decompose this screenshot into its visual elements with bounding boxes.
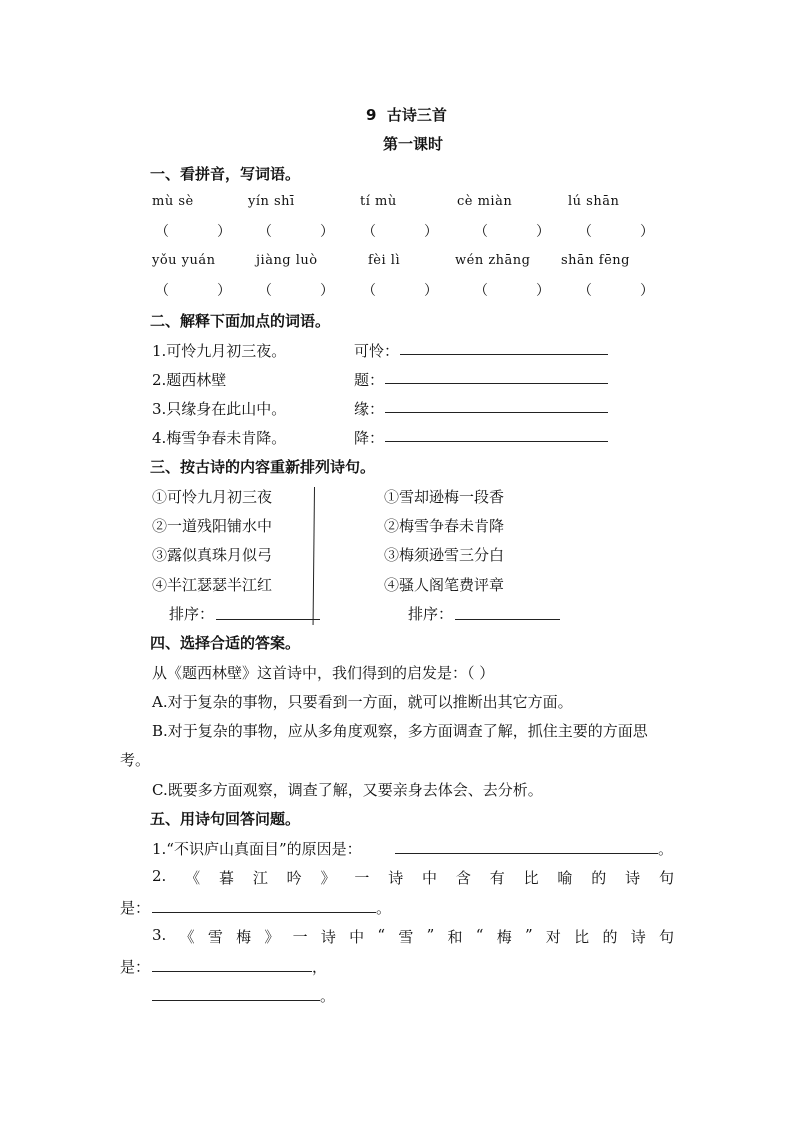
q3-tail: 是： <box>120 958 151 976</box>
answer-box[interactable]: （ ） <box>474 224 550 240</box>
pinyin-2-1: yǒu yuán <box>152 253 216 268</box>
pinyin-1-1: mù sè <box>152 194 194 209</box>
poem-line-left: ③露似真珠月似弓 <box>152 546 273 564</box>
order-label: 排序： <box>408 605 454 623</box>
pinyin-2-5: shān fēng <box>561 253 630 268</box>
lesson-subtitle: 第一课时 <box>383 135 444 153</box>
section-3-heading: 三、按古诗的内容重新排列诗句。 <box>150 458 376 476</box>
question-text: 1.可怜九月初三夜。 <box>152 342 287 360</box>
q3-comma: ， <box>312 958 328 976</box>
pinyin-1-2: yín shī <box>248 194 295 209</box>
poem-line-left: ②一道残阳铺水中 <box>152 517 273 535</box>
order-answer-line[interactable] <box>216 619 320 620</box>
poem-line-left: ④半江瑟瑟半江红 <box>152 576 273 594</box>
question-text: 3.只缘身在此山中。 <box>152 400 287 418</box>
answer-box[interactable]: （ ） <box>258 283 334 299</box>
column-divider <box>313 487 315 625</box>
answer-line[interactable] <box>385 441 608 442</box>
answer-box[interactable]: （ ） <box>578 224 654 240</box>
q2-tail: 是： <box>120 899 151 917</box>
answer-label: 降： <box>354 429 385 447</box>
order-answer-line[interactable] <box>455 619 560 620</box>
q1-text: 1.“不识庐山真面目”的原因是： <box>152 840 362 858</box>
q3-period: 。 <box>320 987 336 1005</box>
answer-line[interactable] <box>152 971 312 972</box>
q2-period: 。 <box>376 899 392 917</box>
answer-box[interactable]: （ ） <box>155 224 231 240</box>
q1-period: 。 <box>658 840 674 858</box>
option-c[interactable]: C.既要多方面观察，调查了解，又要亲身去体会、去分析。 <box>152 781 543 799</box>
answer-box[interactable]: （ ） <box>362 283 438 299</box>
question-text: 4.梅雪争春未肯降。 <box>152 429 287 447</box>
answer-line[interactable] <box>152 1000 320 1001</box>
answer-box[interactable]: （ ） <box>362 224 438 240</box>
section-5-heading: 五、用诗句回答问题。 <box>150 810 301 828</box>
answer-label: 题： <box>354 371 385 389</box>
section-4-heading: 四、选择合适的答案。 <box>150 634 301 652</box>
lesson-title-text: 古诗三首 <box>386 106 447 124</box>
answer-line[interactable] <box>395 853 658 854</box>
pinyin-2-3: fèi lì <box>368 253 401 268</box>
lesson-number: 9 <box>366 106 377 124</box>
answer-label: 可怜： <box>354 342 400 360</box>
answer-box[interactable]: （ ） <box>474 283 550 299</box>
option-b[interactable]: B.对于复杂的事物，应从多角度观察，多方面调查了解，抓住主要的方面思 <box>152 722 648 740</box>
q3-text: 3. 《 雪 梅 》 一 诗 中 “ 雪 ” 和 “ 梅 ” 对 比 的 诗 句 <box>152 926 674 946</box>
q2-text: 2. 《 暮 江 吟 》 一 诗 中 含 有 比 喻 的 诗 句 <box>152 867 674 887</box>
poem-line-right: ④骚人阁笔费评章 <box>384 576 505 594</box>
answer-line[interactable] <box>152 912 376 913</box>
poem-line-right: ①雪却逊梅一段香 <box>384 488 505 506</box>
pinyin-1-5: lú shān <box>568 194 620 209</box>
section-2-heading: 二、解释下面加点的词语。 <box>150 312 331 330</box>
pinyin-1-4: cè miàn <box>457 194 513 209</box>
question-text: 2.题西林壁 <box>152 371 227 389</box>
answer-line[interactable] <box>385 412 608 413</box>
answer-box[interactable]: （ ） <box>155 283 231 299</box>
lesson-title <box>366 104 447 125</box>
poem-line-right: ③梅须逊雪三分白 <box>384 546 505 564</box>
order-label: 排序： <box>169 605 215 623</box>
poem-line-left: ①可怜九月初三夜 <box>152 488 273 506</box>
pinyin-2-4: wén zhāng <box>455 253 531 268</box>
answer-label: 缘： <box>354 400 385 418</box>
answer-box[interactable]: （ ） <box>578 283 654 299</box>
pinyin-2-2: jiàng luò <box>256 253 318 268</box>
choice-question: 从《题西林壁》这首诗中，我们得到的启发是：（ ） <box>152 664 495 682</box>
section-1-heading: 一、看拼音，写词语。 <box>150 165 301 183</box>
option-b-cont: 考。 <box>120 751 151 769</box>
answer-line[interactable] <box>400 354 608 355</box>
answer-line[interactable] <box>385 383 608 384</box>
poem-line-right: ②梅雪争春未肯降 <box>384 517 505 535</box>
pinyin-1-3: tí mù <box>360 194 397 209</box>
answer-box[interactable]: （ ） <box>258 224 334 240</box>
option-a[interactable]: A.对于复杂的事物，只要看到一方面，就可以推断出其它方面。 <box>152 693 573 711</box>
